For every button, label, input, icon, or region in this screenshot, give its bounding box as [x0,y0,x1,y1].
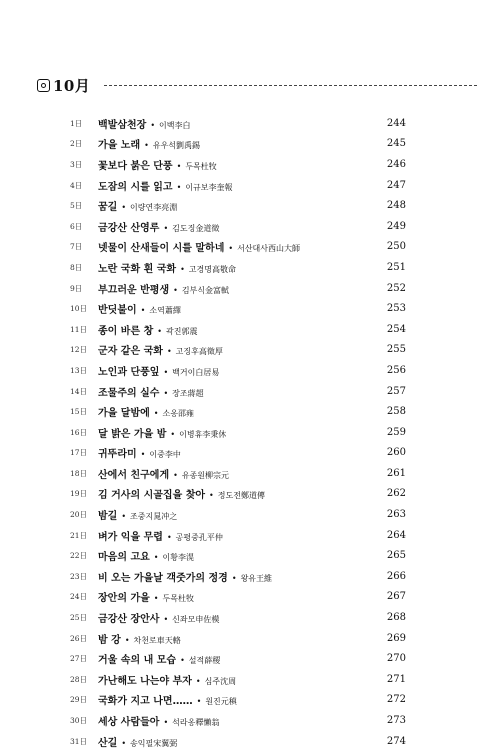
page-number: 245 [386,138,406,150]
poet-name: 심주沈周 [204,676,237,686]
page-number: 265 [386,550,406,562]
poet-name: 두목杜牧 [185,161,217,171]
page-number: 252 [386,282,406,294]
day-label: 19日 [70,489,88,499]
poet-name: 김부식金富軾 [181,285,230,295]
bullet-separator: • [166,347,172,357]
page-number: 261 [386,467,406,479]
poem-title: 밤 강 [98,634,121,646]
day-label: 28日 [70,674,88,684]
bullet-separator: • [150,120,156,130]
entry-text [98,507,406,522]
toc-row [70,298,406,319]
entry-text [98,404,406,419]
toc-row [70,175,406,196]
toc-row [70,216,406,237]
poem-title: 조물주의 실수 [98,387,160,399]
entry-text [98,281,406,296]
bullet-separator: • [180,264,185,274]
toc-row [70,525,406,546]
bullet-separator: • [170,429,176,439]
page-number: 248 [386,200,406,212]
day-label: 23日 [70,571,88,581]
page-number: 257 [386,385,406,397]
entry-text [98,260,406,275]
header-dashed-rule [104,85,477,86]
poem-title: 산에서 친구에게 [98,469,170,481]
entry-text [98,239,406,254]
bullet-separator: • [163,388,169,398]
bullet-separator: • [121,203,127,213]
poem-title: 밤길 [98,511,118,523]
poet-name: 이병휴李秉休 [179,429,227,439]
toc-row [70,340,406,361]
poet-name: 이중李中 [149,450,181,460]
poem-title: 반딧불이 [98,305,137,317]
poet-name: 이규보李奎報 [185,182,233,192]
day-label: 26日 [70,633,88,643]
toc-row [70,628,406,649]
poem-title: 노인과 단풍잎 [98,366,160,378]
toc-row [70,504,406,525]
day-label: 12日 [70,345,88,355]
poem-title: 넷물이 산새들이 시를 말하네 [98,243,225,255]
page-number: 268 [386,612,406,624]
toc-row [70,566,406,587]
bullet-separator: • [163,223,169,233]
bullet-separator: • [144,141,149,151]
entry-text [98,734,406,749]
entry-text [98,116,406,131]
poem-title: 가을 노래 [98,140,141,152]
day-label: 6日 [70,221,83,231]
poem-title: 가난해도 나는야 부자 [98,675,192,687]
day-label: 4日 [70,180,83,190]
page-number: 251 [386,261,406,273]
day-label: 29日 [70,695,88,705]
page-number: 264 [386,529,406,541]
poet-name: 고경명高敬命 [188,264,236,274]
poem-title: 금강산 산영루 [98,222,160,234]
bullet-separator: • [157,326,162,336]
poet-name: 왕유王維 [240,573,273,583]
toc-row [70,710,406,731]
bullet-separator: • [140,450,146,460]
poem-title: 귀뚜라미 [98,449,137,461]
entry-text [98,692,406,707]
page-number: 253 [386,303,406,315]
bullet-separator: • [173,285,178,295]
entry-text [98,445,406,460]
toc-row [70,443,406,464]
day-label: 7日 [70,242,83,252]
day-label: 16日 [70,427,88,437]
poem-title: 국화가 지고 나면…… [98,696,193,708]
toc-row [70,237,406,258]
day-label: 31日 [70,736,88,746]
flower-icon [37,79,50,92]
poet-name: 설적薛稷 [188,656,221,666]
toc-row [70,587,406,608]
page-number: 250 [386,241,406,253]
page-number: 263 [386,509,406,521]
page-number: 269 [386,632,406,644]
entry-text [98,589,406,604]
toc-row [70,319,406,340]
entry-text [98,528,406,543]
section-header [37,76,477,94]
page-number: 272 [386,694,406,706]
page-number: 274 [386,735,406,747]
poet-name: 곽진郭震 [165,326,198,336]
entry-text [98,466,406,481]
entry-text [98,548,406,563]
day-label: 15日 [70,407,88,417]
toc-row [70,257,406,278]
entry-text [98,136,406,151]
poem-title: 벼가 익을 무렵 [98,531,163,543]
page-number: 260 [386,447,406,459]
poet-name: 이황李滉 [162,553,194,563]
entry-text [98,651,406,666]
entry-text [98,178,406,193]
toc-row [70,113,406,134]
toc-row [70,607,406,628]
entry-text [98,219,406,234]
toc-row [70,648,406,669]
bullet-separator: • [140,306,146,316]
poet-name: 김도징金道徵 [172,223,220,233]
toc-row [70,401,406,422]
entry-text [98,384,406,399]
entry-text [98,322,406,337]
toc-row [70,154,406,175]
bullet-separator: • [124,635,130,645]
toc-row [70,545,406,566]
poet-name: 이량연李亮淵 [130,203,178,213]
day-label: 14日 [70,386,88,396]
page-number: 267 [386,591,406,603]
toc-row [70,731,406,751]
poet-name: 고징후高徵厚 [175,347,223,357]
page-number: 249 [386,220,406,232]
bullet-separator: • [228,244,234,254]
day-label: 10日 [70,304,88,314]
poet-name: 석라옹釋懶翁 [172,718,220,728]
entry-text [98,342,406,357]
page-number: 246 [386,158,406,170]
poem-title: 가을 달밤에 [98,408,150,420]
page-number: 259 [386,426,406,438]
entry-text [98,631,406,646]
bullet-separator: • [153,553,159,563]
day-label: 30日 [70,716,88,726]
poet-name: 조중지晁冲之 [130,512,178,522]
entry-text [98,610,406,625]
toc-row [70,690,406,711]
day-label: 3日 [70,159,83,169]
bullet-separator: • [163,367,169,377]
poem-title: 노란 국화 흰 국화 [98,263,177,275]
toc-row [70,422,406,443]
poet-name: 정도전鄭道傳 [217,491,265,501]
poem-title: 세상 사람들아 [98,717,160,729]
poet-name: 장조蔣超 [172,388,204,398]
day-label: 24日 [70,592,88,602]
page-number: 247 [386,179,406,191]
day-label: 8日 [70,262,83,272]
poet-name: 송익필宋翼弼 [130,738,178,748]
entry-text [98,301,406,316]
day-label: 11日 [70,324,88,334]
poem-title: 부끄러운 반평생 [98,284,170,296]
day-label: 9日 [70,283,83,293]
poet-name: 이백李白 [159,120,191,130]
month-title: 10月 [53,76,91,95]
poet-name: 신좌모申佐模 [172,615,220,625]
poem-title: 백발삼천장 [98,119,147,131]
bullet-separator: • [176,182,182,192]
page-number: 244 [386,117,406,129]
bullet-separator: • [163,718,169,728]
page-number: 262 [386,488,406,500]
page-number: 256 [386,364,406,376]
bullet-separator: • [180,656,185,666]
day-label: 5日 [70,201,83,211]
poet-name: 두목杜牧 [162,594,194,604]
poet-name: 소역蕭繹 [149,306,181,316]
poem-title: 김 거사의 시골집을 찾아 [98,490,206,502]
page-number: 266 [386,570,406,582]
poem-title: 종이 바른 창 [98,325,154,337]
bullet-separator: • [195,676,201,686]
day-label: 13日 [70,365,88,375]
poem-title: 마음의 고요 [98,552,150,564]
bullet-separator: • [153,594,159,604]
page-number: 254 [386,323,406,335]
day-label: 18日 [70,468,88,478]
bullet-separator: • [121,738,127,748]
bullet-separator: • [231,573,237,583]
poet-name: 공평중孔平仲 [175,532,223,542]
poem-title: 꿈길 [98,202,118,214]
day-label: 25日 [70,613,88,623]
toc-row [70,381,406,402]
entry-text [98,425,406,440]
bullet-separator: • [173,470,178,480]
bullet-separator: • [209,491,214,501]
entry-text [98,486,406,501]
page-number: 255 [386,344,406,356]
day-label: 27日 [70,654,88,664]
bullet-separator: • [153,409,159,419]
poet-name: 서산대사西山大師 [237,244,301,254]
poet-name: 유우석劉禹錫 [152,141,201,151]
poet-name: 백거이白居易 [172,367,220,377]
page-number: 270 [386,653,406,665]
toc-row [70,278,406,299]
table-of-contents [70,113,406,751]
toc-row [70,463,406,484]
poem-title: 도잠의 시를 읽고 [98,181,173,193]
day-label: 1日 [70,118,83,128]
toc-row [70,195,406,216]
toc-row [70,360,406,381]
poet-name: 소옹邵雍 [162,409,194,419]
day-label: 22日 [70,551,88,561]
day-label: 21日 [70,530,88,540]
poem-title: 장안의 가을 [98,593,150,605]
poet-name: 유종원柳宗元 [181,470,230,480]
poem-title: 비 오는 가을날 객줏가의 정경 [98,572,228,584]
entry-text [98,569,406,584]
entry-text [98,157,406,172]
entry-text [98,672,406,687]
page-number: 258 [386,406,406,418]
poem-title: 군자 같은 국화 [98,346,163,358]
page-number: 273 [386,715,406,727]
poem-title: 금강산 장안사 [98,614,160,626]
toc-row [70,669,406,690]
bullet-separator: • [176,161,182,171]
bullet-separator: • [166,532,172,542]
poet-name: 원진元稹 [205,697,237,707]
day-label: 17日 [70,448,88,458]
day-label: 20日 [70,510,88,520]
entry-text [98,198,406,213]
poem-title: 달 밝은 가을 밤 [98,428,167,440]
entry-text [98,363,406,378]
bullet-separator: • [121,512,127,522]
toc-row [70,134,406,155]
poem-title: 꽃보다 붉은 단풍 [98,160,173,172]
page-number: 271 [386,673,406,685]
poem-title: 산길 [98,737,118,749]
poet-name: 차천로車天輅 [133,635,181,645]
toc-row [70,484,406,505]
bullet-separator: • [163,615,169,625]
poem-title: 거울 속의 내 모습 [98,655,177,667]
entry-text [98,713,406,728]
bullet-separator: • [196,697,202,707]
day-label: 2日 [70,139,83,149]
